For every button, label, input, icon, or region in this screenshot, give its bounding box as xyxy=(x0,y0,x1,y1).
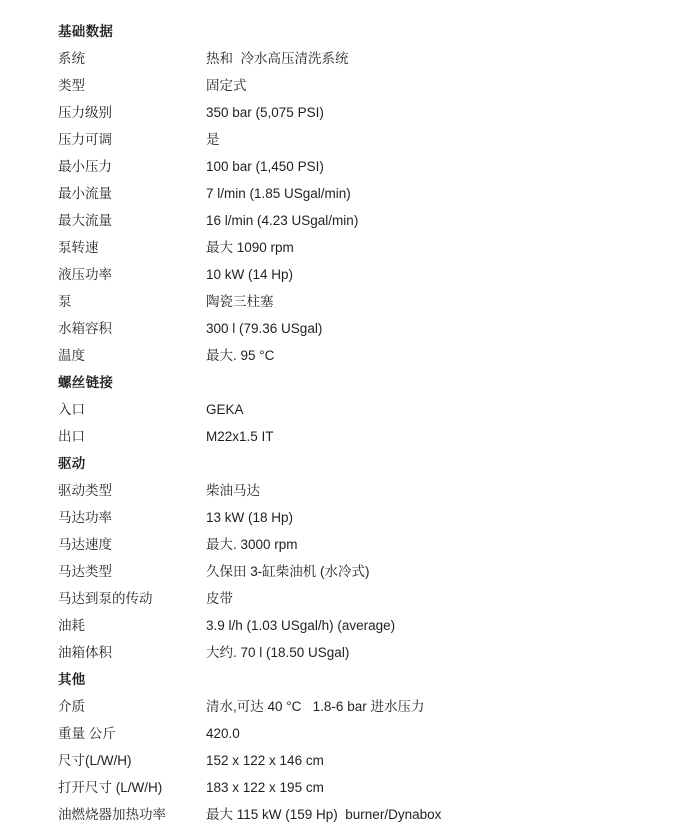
row-label: 重量 公斤 xyxy=(58,726,116,741)
section-heading-spacer xyxy=(206,369,694,396)
table-row xyxy=(0,612,694,639)
table-row xyxy=(0,585,694,612)
row-value: 350 bar (5,075 PSI) xyxy=(206,105,324,120)
row-value: 久保田 3-缸柴油机 (水冷式) xyxy=(206,564,370,579)
row-value: 最大. 95 °C xyxy=(206,348,275,363)
row-label: 驱动类型 xyxy=(58,483,112,498)
table-row xyxy=(0,423,694,450)
section-heading-spacer xyxy=(206,18,694,45)
section-heading: 其他 xyxy=(58,672,86,687)
table-row xyxy=(0,207,694,234)
row-value: GEKA xyxy=(206,402,244,417)
table-row xyxy=(0,234,694,261)
row-value: 152 x 122 x 146 cm xyxy=(206,753,324,768)
row-value: 100 bar (1,450 PSI) xyxy=(206,159,324,174)
table-row xyxy=(0,315,694,342)
row-label: 出口 xyxy=(58,429,85,444)
table-row xyxy=(0,774,694,801)
row-value: 300 l (79.36 USgal) xyxy=(206,321,323,336)
row-value: 柴油马达 xyxy=(206,483,260,498)
section-heading-row xyxy=(0,450,694,477)
section-heading-row xyxy=(0,666,694,693)
table-row xyxy=(0,747,694,774)
table-row xyxy=(0,504,694,531)
row-value: 420.0 xyxy=(206,726,240,741)
table-row xyxy=(0,531,694,558)
row-label: 液压功率 xyxy=(58,267,112,282)
table-row xyxy=(0,477,694,504)
row-label: 打开尺寸 (L/W/H) xyxy=(58,780,163,795)
row-label: 马达速度 xyxy=(58,537,112,552)
row-label: 泵 xyxy=(58,294,72,309)
row-label: 尺寸(L/W/H) xyxy=(58,753,132,768)
table-row xyxy=(0,261,694,288)
section-heading: 基础数据 xyxy=(58,24,114,39)
row-label: 压力级别 xyxy=(58,105,112,120)
row-label: 系统 xyxy=(58,51,85,66)
row-label: 介质 xyxy=(58,699,85,714)
row-value: 最大 115 kW (159 Hp) burner/Dynabox xyxy=(206,807,442,822)
row-value: 183 x 122 x 195 cm xyxy=(206,780,324,795)
section-heading: 螺丝链接 xyxy=(58,375,114,390)
row-label: 压力可调 xyxy=(58,132,112,147)
row-label: 马达功率 xyxy=(58,510,112,525)
specifications-table xyxy=(0,18,694,828)
table-row xyxy=(0,99,694,126)
row-value: 7 l/min (1.85 USgal/min) xyxy=(206,186,351,201)
table-row xyxy=(0,180,694,207)
table-row xyxy=(0,396,694,423)
row-value: 最大 1090 rpm xyxy=(206,240,294,255)
row-value: 3.9 l/h (1.03 USgal/h) (average) xyxy=(206,618,396,633)
row-label: 马达到泵的传动 xyxy=(58,591,153,606)
row-label: 最小压力 xyxy=(58,159,112,174)
section-heading-spacer xyxy=(206,666,694,693)
row-label: 泵转速 xyxy=(58,240,99,255)
row-label: 油燃烧器加热功率 xyxy=(58,807,166,822)
row-label: 马达类型 xyxy=(58,564,112,579)
table-row xyxy=(0,72,694,99)
row-value: 10 kW (14 Hp) xyxy=(206,267,294,282)
table-row xyxy=(0,693,694,720)
table-row xyxy=(0,558,694,585)
table-row xyxy=(0,288,694,315)
table-row xyxy=(0,126,694,153)
row-value: 固定式 xyxy=(206,78,247,93)
row-value: 13 kW (18 Hp) xyxy=(206,510,294,525)
table-row xyxy=(0,153,694,180)
row-label: 最大流量 xyxy=(58,213,112,228)
row-label: 油耗 xyxy=(58,618,85,633)
row-value: 清水,可达 40 °C 1.8-6 bar 进水压力 xyxy=(206,699,425,714)
row-label: 入口 xyxy=(58,402,85,417)
table-row xyxy=(0,720,694,747)
section-heading-spacer xyxy=(206,450,694,477)
section-heading: 驱动 xyxy=(58,456,86,471)
row-value: 16 l/min (4.23 USgal/min) xyxy=(206,213,359,228)
row-label: 类型 xyxy=(58,78,85,93)
row-value: 皮带 xyxy=(206,591,233,606)
section-heading-row xyxy=(0,18,694,45)
table-row xyxy=(0,639,694,666)
row-value: M22x1.5 IT xyxy=(206,429,274,444)
row-value: 热和 冷水高压清洗系统 xyxy=(206,51,349,66)
row-label: 水箱容积 xyxy=(58,321,112,336)
row-label: 最小流量 xyxy=(58,186,112,201)
table-row xyxy=(0,342,694,369)
row-value: 大约. 70 l (18.50 USgal) xyxy=(206,645,350,660)
table-row xyxy=(0,801,694,828)
table-row xyxy=(0,45,694,72)
row-value: 最大. 3000 rpm xyxy=(206,537,298,552)
row-label: 温度 xyxy=(58,348,85,363)
row-label: 油箱体积 xyxy=(58,645,112,660)
row-value: 是 xyxy=(206,132,220,147)
specifications-body xyxy=(0,18,694,828)
row-value: 陶瓷三柱塞 xyxy=(206,294,274,309)
section-heading-row xyxy=(0,369,694,396)
